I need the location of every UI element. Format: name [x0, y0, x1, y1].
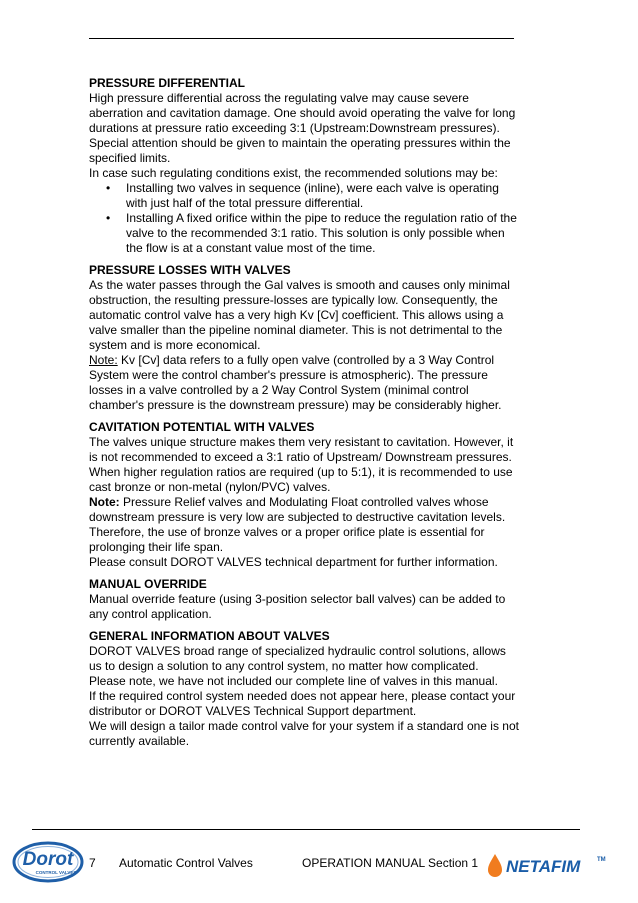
page-number: 7 [89, 856, 96, 870]
section-heading: MANUAL OVERRIDE [89, 577, 207, 591]
note-text: Kv [Cv] data refers to a fully open valve (controlled by a 3 Way Control System were the control chamber's pressure is atmospheric). The pressure losses in a valve controlled by a 2 Way Control System (minimal control chamber's pressure is the downstream pressure) may be considerably higher. [89, 353, 502, 412]
note-label: Note: [89, 353, 118, 367]
paragraph: If the required control system needed does not appear here, please contact your distributor or DOROT VALVES Technical Support department. [89, 689, 516, 718]
header-rule [89, 38, 514, 39]
section-heading: GENERAL INFORMATION ABOUT VALVES [89, 629, 330, 643]
note-text: Pressure Relief valves and Modulating Float controlled valves whose downstream pressure is very low are subjected to destructive cavitation levels. Therefore, the use of bronze valves or a proper orifice plate is essential for prolonging their life span. [89, 495, 506, 554]
note-label: Note: [89, 495, 120, 509]
note-paragraph [89, 495, 519, 555]
paragraph: Please consult DOROT VALVES technical department for further information. [89, 555, 498, 569]
water-drop-icon [488, 854, 502, 877]
paragraph: Please note, we have not included our complete line of valves in this manual. [89, 674, 498, 688]
paragraph: DOROT VALVES broad range of specialized hydraulic control solutions, allows us to design a solution to any control system, no matter how complicated. [89, 644, 506, 673]
trademark-mark: TM [597, 857, 606, 863]
section-manual-override [89, 577, 519, 622]
section-heading: PRESSURE DIFFERENTIAL [89, 76, 246, 90]
dorot-logo [12, 838, 86, 884]
bullet-item: • Installing two valves in sequence (inline), were each valve is operating with just half of the total pressure differential. [89, 181, 519, 211]
bullet-list [89, 181, 519, 256]
section-heading: PRESSURE LOSSES WITH VALVES [89, 263, 291, 277]
paragraph: We will design a tailor made control valve for your system if a standard one is not currently available. [89, 719, 519, 748]
footer-rule [32, 829, 580, 830]
document-body [89, 76, 519, 756]
bullet-item: • Installing A fixed orifice within the pipe to reduce the regulation ratio of the valve to the recommended 3:1 ratio. This solution is only possible when the flow is at a constant value most of the time. [89, 211, 519, 256]
dorot-wordmark: Dorot [22, 849, 74, 870]
section-general-info [89, 629, 519, 749]
note-paragraph [89, 353, 519, 413]
section-pressure-differential [89, 76, 519, 256]
dorot-tagline: CONTROL VALVES [35, 870, 77, 875]
paragraph: Manual override feature (using 3-position selector ball valves) can be added to any control application. [89, 592, 506, 621]
paragraph: High pressure differential across the regulating valve may cause severe aberration and cavitation damage. One should avoid operating the valve for long durations at pressure ratio exceeding 3:1 (Upstream:Downstream pressures). Special attention should be given to maintain the operating pressures within the specified limits. [89, 91, 516, 165]
footer-title: Automatic Control Valves [119, 856, 253, 870]
section-heading: CAVITATION POTENTIAL WITH VALVES [89, 420, 315, 434]
netafim-wordmark: NETAFIM [506, 857, 581, 876]
section-pressure-losses [89, 263, 519, 413]
paragraph: In case such regulating conditions exist, the recommended solutions may be: [89, 166, 498, 180]
paragraph: As the water passes through the Gal valves is smooth and causes only minimal obstruction, the resulting pressure-losses are typically low. Consequently, the automatic control valve has a very high Kv [Cv] coefficient. This allows using a valve smaller than the pipeline nominal diameter. This is not detrimental to the system and is more economical. [89, 278, 510, 352]
section-cavitation [89, 420, 519, 570]
paragraph: The valves unique structure makes them very resistant to cavitation. However, it is not recommended to exceed a 3:1 ratio of Upstream/ Downstream pressures. When higher regulation ratios are required (up to 5:1), it is recommended to use cast bronze or non-metal (nylon/PVC) valves. [89, 435, 514, 494]
footer-section: OPERATION MANUAL Section 1 [302, 856, 479, 870]
netafim-logo [486, 851, 618, 881]
